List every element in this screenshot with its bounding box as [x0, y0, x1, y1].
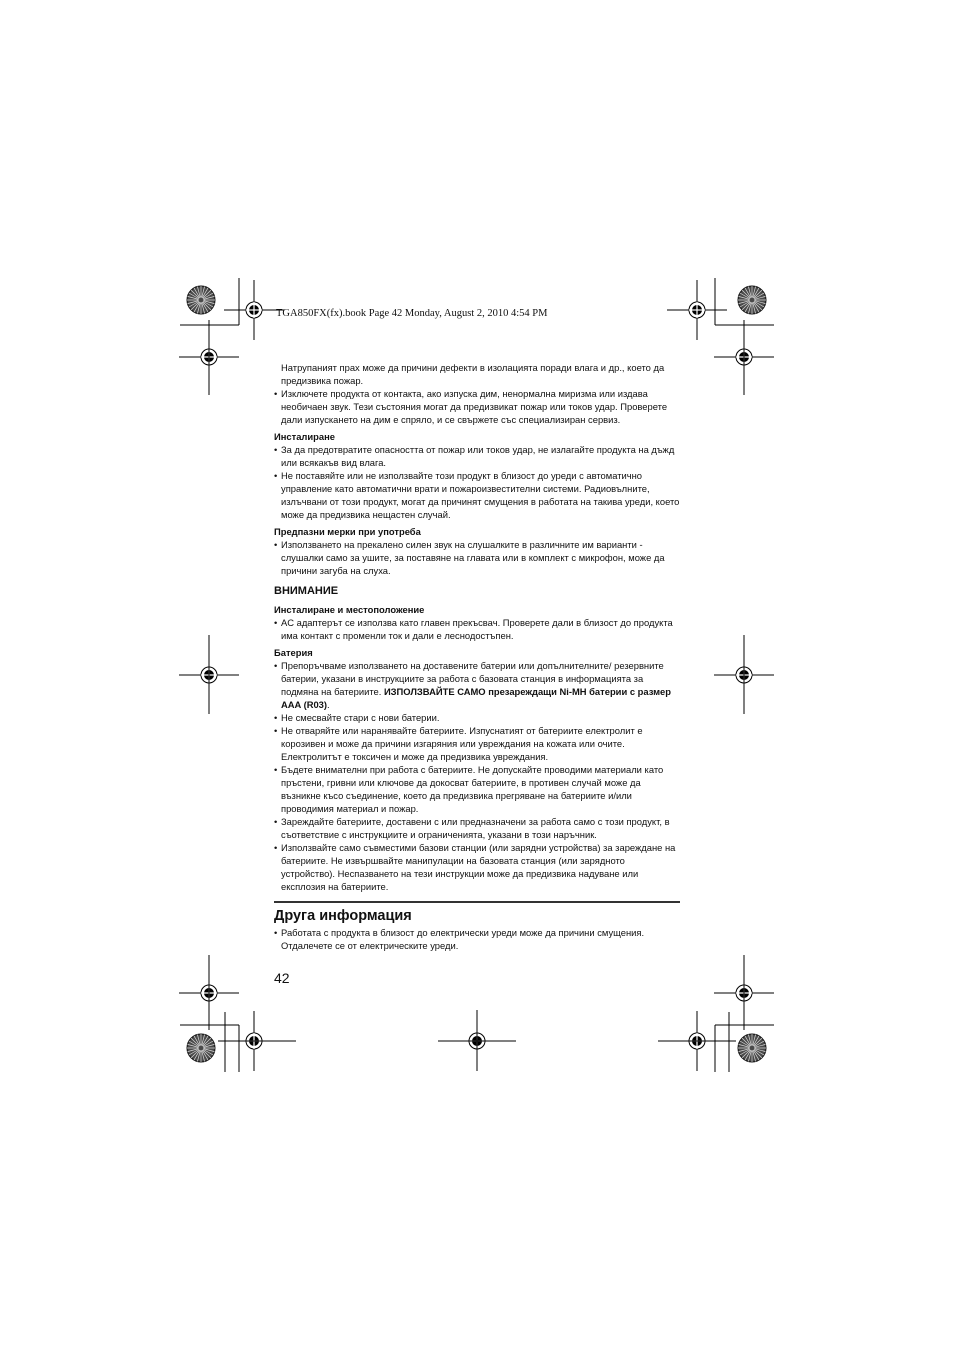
other-info-section-title: Друга информация — [274, 908, 412, 924]
list-item — [274, 659, 680, 711]
list-item: • Използването на прекалено силен звук на слушалките в различните им варианти - слушалки само за ушите, за поставяне на главата или в комплект с микрофон, може да причини загуба на слуха. — [274, 538, 680, 577]
intro-paragraph: Натрупаният прах може да причини дефекти в изолацията поради влага и др., което да предизвика пожар. — [281, 362, 665, 386]
list-item: • Не поставяйте или не използвайте този продукт в близост до уреди с автоматично управление като автоматични врати и пожароизвестителни системи. Радиовълните, излъчвани от този продукт, могат да причинят смущения в работата на такива уреди, което може да предизвика нещастен случай. — [274, 469, 680, 521]
corner-starburst-mark — [187, 286, 215, 314]
battery-recommendation-end: . — [327, 699, 330, 710]
corner-starburst-mark — [738, 286, 766, 314]
list-item: • За да предотвратите опасността от пожар или токов удар, не излагайте продукта на дъжд или всякакъв вид влага. — [274, 443, 680, 469]
corner-starburst-mark — [187, 1034, 215, 1062]
install-heading: Инсталиране — [274, 431, 335, 442]
battery-heading: Батерия — [274, 647, 313, 658]
list-item: • Зареждайте батериите, доставени с или предназначени за работа само с този продукт, в съответствие с инструкциите и ограниченията, указани в този наръчник. — [274, 815, 680, 841]
print-header: TGA850FX(fx).book Page 42 Monday, August 2, 2010 4:54 PM — [276, 308, 548, 319]
battery-recommendation-text: Препоръчваме използването на доставените батерии или допълнителните/ резервните батерии, указани в инструкциите за работа с базовата станция в информацията за подмяна на батериите. — [281, 660, 664, 697]
list-item: • Не отваряйте или наранявайте батериите. Изпуснатият от батериите електролит е корозивен и може да причини изгаряния или увреждания на кожата или очите. Електролитът е токсичен и може да предизвика увреждания. — [274, 724, 680, 763]
list-item: • Използвайте само съвместими базови станции (или зарядни устройства) за зареждане на батериите. Не извършвайте манипулации на базовата станция (или зарядното устройство). Неспазването на тези инструкции може да предизвика надуване или експлозия на батериите. — [274, 841, 680, 893]
list-item: • Работата с продукта в близост до електрически уреди може да причини смущения. Отдалечете се от електрическите уреди. — [274, 926, 680, 952]
list-item: • Не смесвайте стари с нови батерии. — [274, 711, 680, 724]
page-content — [274, 361, 680, 987]
install-location-heading: Инсталиране и местоположение — [274, 604, 425, 615]
caution-heading: ВНИМАНИЕ — [274, 585, 339, 597]
registration-mark — [667, 280, 727, 340]
precautions-heading: Предпазни мерки при употреба — [274, 526, 421, 537]
list-item: • Бъдете внимателни при работа с батериите. Не допускайте проводими материали като пръстени, гривни или ключове да докосват батериите, в противен случай може да възникне късо съединение, което да предизвика прегряване на батериите и/или проводимия материал и пожар. — [274, 763, 680, 815]
corner-starburst-mark — [738, 1034, 766, 1062]
page-number: 42 — [274, 970, 290, 986]
list-item: • AC адаптерът се използва като главен прекъсвач. Проверете дали в близост до продукта има контакт с променли ток и дали е леснодостъпен. — [274, 616, 680, 642]
section-divider — [274, 901, 680, 903]
list-item: • Изключете продукта от контакта, ако изпуска дим, ненормална миризма или издава необичаен звук. Тези състояния могат да предизвикат пожар или токов удар. Проверете дали изпускането на дим е спряло, и се свържете със специализиран сервиз. — [274, 387, 680, 426]
battery-type-emphasis: ИЗПОЛЗВАЙТЕ САМО презареждащи Ni-MH батерии с размер AAA (R03) — [281, 686, 671, 710]
registration-mark — [224, 280, 284, 340]
